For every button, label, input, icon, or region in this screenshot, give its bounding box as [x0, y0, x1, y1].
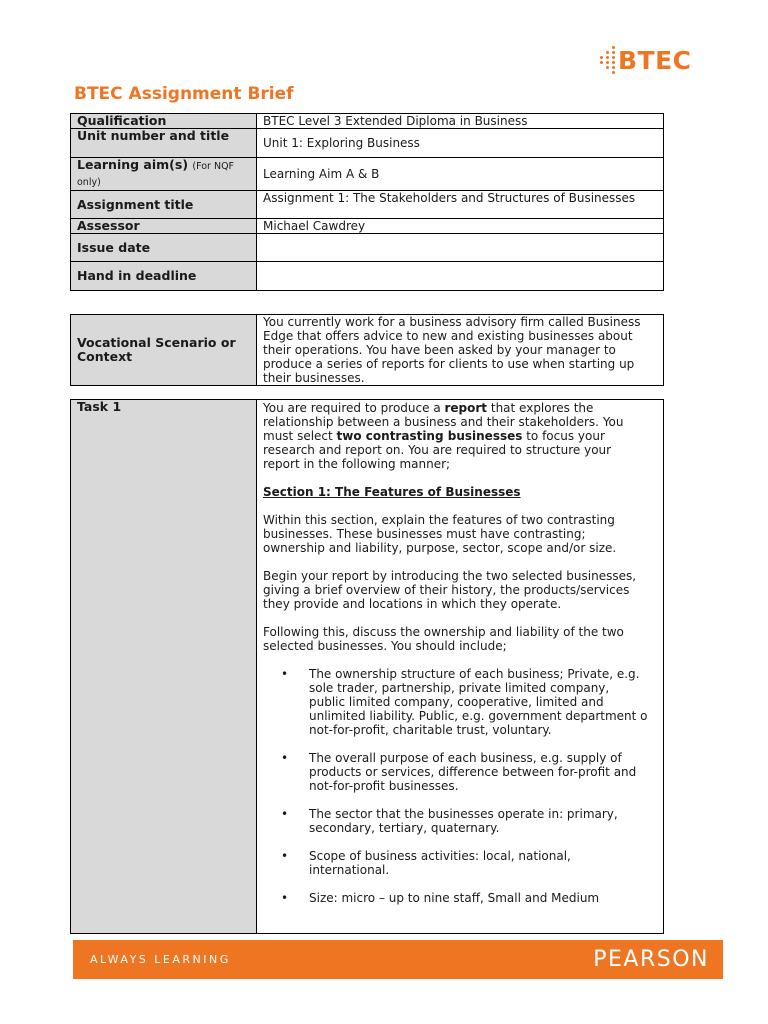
- learning-aims-value: Learning Aim A & B: [257, 158, 664, 191]
- unit-value: Unit 1: Exploring Business: [257, 129, 664, 158]
- task-intro-bold-2: two contrasting businesses: [336, 429, 523, 443]
- list-item: • The sector that the businesses operate in: primary, secondary, tertiary, quaternary.: [303, 807, 649, 835]
- task-paragraph: Begin your report by introducing the two selected businesses, giving a brief overview of their history, the products/services they provide and locations in which they operate.: [263, 569, 637, 611]
- task-intro: [263, 401, 649, 471]
- task-intro-bold-1: report: [444, 401, 488, 415]
- list-item: • Size: micro – up to nine staff, Small and Medium: [303, 891, 649, 905]
- qualification-value: BTEC Level 3 Extended Diploma in Business: [257, 114, 664, 129]
- scenario-table: [70, 314, 664, 386]
- footer-brand: PEARSON: [593, 947, 709, 972]
- deadline-label: Hand in deadline: [71, 262, 257, 291]
- task-paragraph: Within this section, explain the features of two contrasting businesses. These businesses must have contrasting; ownership and liability, purpose, sector, scope and/or size.: [263, 513, 617, 555]
- task-intro-part-2: that explores the relationship between a business and their stakeholders. You must select: [263, 401, 624, 443]
- footer-tagline: ALWAYS LEARNING: [90, 953, 231, 966]
- qualification-label: Qualification: [71, 114, 257, 129]
- qualification-row: [71, 114, 664, 129]
- learning-aims-label-text: Learning aim(s): [77, 157, 189, 172]
- learning-aims-note: (For NQF only): [77, 161, 235, 188]
- requirements-list: [263, 667, 649, 905]
- task-intro-part-3: to focus your research and report on. You are required to structure your report in the following manner;: [263, 429, 612, 471]
- assignment-title-row: [71, 191, 664, 219]
- task-row: [71, 400, 664, 934]
- deadline-value: [257, 262, 664, 291]
- issue-date-value: [257, 234, 664, 262]
- unit-row: [71, 129, 664, 158]
- assessor-row: [71, 219, 664, 234]
- task-cell: [257, 400, 664, 934]
- unit-label: Unit number and title: [71, 129, 257, 158]
- document-title: BTEC Assignment Brief: [74, 84, 294, 104]
- scenario-row: [71, 315, 664, 386]
- learning-aims-row: [71, 158, 664, 191]
- assessor-label: Assessor: [71, 219, 257, 234]
- assignment-title-label: Assignment title: [71, 191, 257, 219]
- issue-date-row: [71, 234, 664, 262]
- list-item: • Scope of business activities: local, national, international.: [303, 849, 649, 877]
- pearson-footer: [73, 940, 723, 979]
- deadline-row: [71, 262, 664, 291]
- section-heading: Section 1: The Features of Businesses: [263, 485, 521, 499]
- btec-logo: [600, 40, 710, 80]
- logo-dots-icon: [600, 42, 618, 78]
- learning-aims-label: [71, 158, 257, 191]
- task-table: [70, 399, 664, 934]
- list-item: • The ownership structure of each business; Private, e.g. sole trader, partnership, private limited company, public limited company, cooperative, limited and unlimited liability. Public, e.g. government department o not-for-profit, charitable trust, voluntary.: [303, 667, 649, 737]
- assignment-info-table: [70, 113, 664, 291]
- logo-text: BTEC: [618, 45, 692, 75]
- task-paragraph: Following this, discuss the ownership and liability of the two selected businesses. You should include;: [263, 625, 624, 653]
- task-intro-part-1: You are required to produce a: [263, 401, 445, 415]
- scenario-label: Vocational Scenario or Context: [71, 315, 257, 386]
- assessor-value: Michael Cawdrey: [257, 219, 664, 234]
- task-content: [263, 400, 657, 933]
- assignment-title-value: Assignment 1: The Stakeholders and Structures of Businesses: [257, 191, 664, 219]
- scenario-text: You currently work for a business advisory firm called Business Edge that offers advice to new and existing businesses about their operations. You have been asked by your manager to produce a series of reports for clients to use when starting up their businesses.: [257, 315, 664, 386]
- task-label: Task 1: [71, 400, 257, 934]
- list-item: • The overall purpose of each business, e.g. supply of products or services, difference between for-profit and not-for-profit businesses.: [303, 751, 649, 793]
- issue-date-label: Issue date: [71, 234, 257, 262]
